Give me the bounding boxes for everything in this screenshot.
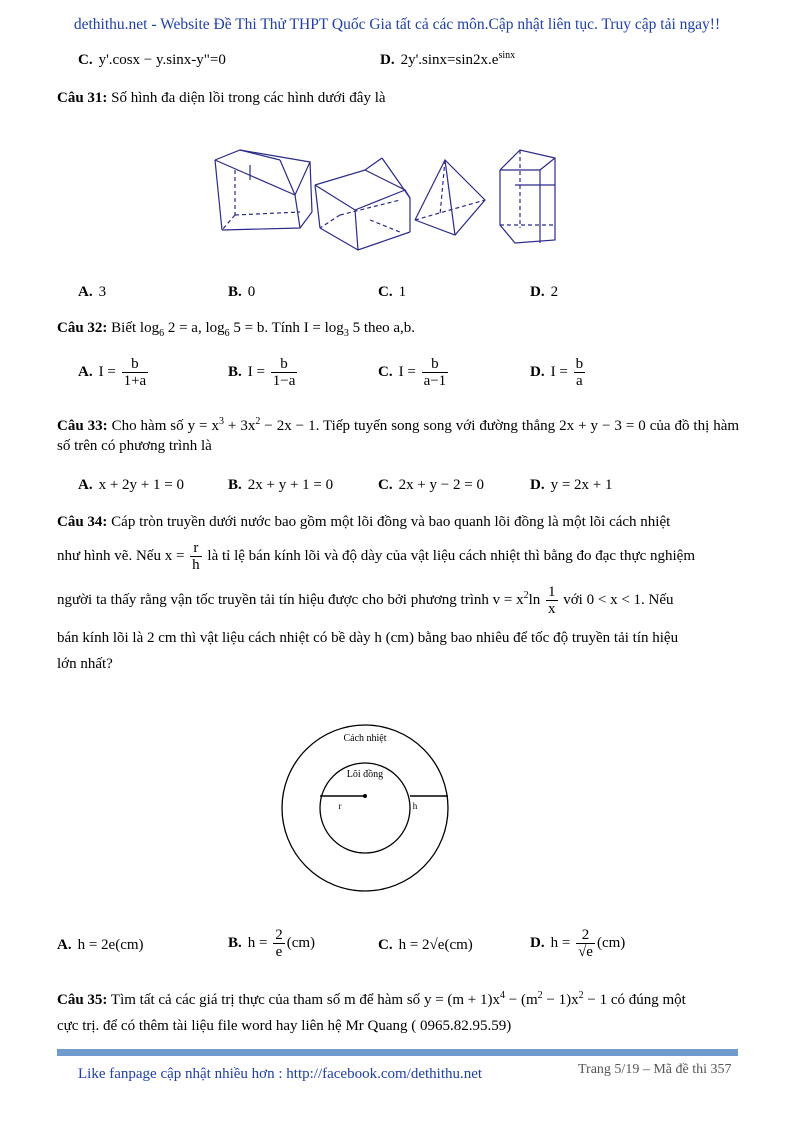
q34-stem-line4: bán kính lõi là 2 cm thì vật liệu cách nhiệt có bề dày h (cm) bằng bao nhiêu để tốc độ truyền tải tín hiệu <box>57 630 679 646</box>
q32-option-d[interactable]: D. I = $\frac{b}{a}$ <box>530 356 584 389</box>
polyhedron-1 <box>215 150 312 230</box>
q33-option-b[interactable]: B. 2x + y + 1 = 0 <box>228 477 334 493</box>
q35-stem-line2: cực trị. để có thêm tài liệu file word hay liên hệ Mr Quang ( 0965.82.95.59) <box>57 1018 512 1034</box>
q34-option-c[interactable]: C. h = 2√e(cm) <box>378 937 473 953</box>
q31-option-a[interactable]: A. 3 <box>78 284 107 300</box>
q32-stem: Câu 32: Biết $\log_6 2 = a$, $\log_6 5 = b$. Tính $I = \log_3 5$ theo a,b. <box>57 320 416 339</box>
q32-option-a[interactable]: A. I = $\frac{b}{1+a}$ <box>78 356 147 389</box>
q32-option-b[interactable]: B. I = $\frac{b}{1-a}$ <box>228 356 296 389</box>
prev-option-d: D. $2y'.\sin x=\sin 2x.e^{sinx}$ <box>380 50 516 68</box>
q33-stem: Câu 33: Cho hàm số $y = x^3 + 3x^2 - 2x - 1$. Tiếp tuyến song song với đường thẳng 2x + y − 3 = 0 của đồ thị hàm số trên có phương trình là <box>57 416 740 454</box>
q33-option-d[interactable]: D. y = 2x + 1 <box>530 477 613 493</box>
q34-option-b[interactable]: B. h = $\frac{2}{e}$ (cm) <box>228 927 316 960</box>
q34-stem-line1: Câu 34: Cáp tròn truyền dưới nước bao gồm một lõi đồng và bao quanh lõi đồng là một lõi cách nhiệt <box>57 514 671 530</box>
thickness-label: h <box>412 801 418 811</box>
copper-core-label: Lõi đồng <box>346 769 384 780</box>
page-header[interactable]: dethithu.net - Website Đề Thi Thử THPT Quốc Gia tất cả các môn.Cập nhật liên tục. Truy cập tải ngay!! <box>73 16 721 33</box>
polyhedron-3 <box>415 160 485 235</box>
q31-option-c[interactable]: C. 1 <box>378 284 407 300</box>
q34-cable-figure <box>280 723 450 893</box>
q34-option-d[interactable]: D. h = $\frac{2}{√e}$ (cm) <box>530 927 626 960</box>
insulation-circle <box>282 725 448 891</box>
q32-option-c[interactable]: C. I = $\frac{b}{a-1}$ <box>378 356 447 389</box>
q34-option-a[interactable]: A. h = 2e(cm) <box>57 937 144 953</box>
footer-divider <box>57 1049 738 1056</box>
q31-option-b[interactable]: B. 0 <box>228 284 256 300</box>
q34-stem-line3: người ta thấy rằng vận tốc truyền tải tín hiệu được cho bởi phương trình $v = x^2\ln$ $\frac{1}{x}$ với 0 < x < 1. Nếu <box>57 584 674 617</box>
q31-option-d[interactable]: D. 2 <box>530 284 559 300</box>
q34-stem-line2: như hình vẽ. Nếu x = $\frac{r}{h}$ là tỉ lệ bán kính lõi và độ dày của vật liệu cách nhiệt thì bằng đo đạc thực nghiệm <box>57 540 695 573</box>
footer-page-info: Trang 5/19 – Mã đề thi 357 <box>578 1062 732 1077</box>
radius-label: r <box>338 801 342 811</box>
q33-option-a[interactable]: A. x + 2y + 1 = 0 <box>78 477 184 493</box>
q31-polyhedra-figure <box>200 140 580 255</box>
q33-option-c[interactable]: C. 2x + y − 2 = 0 <box>378 477 484 493</box>
prev-option-c: C. y'.cosx − y.sinx-y"=0 <box>78 52 226 68</box>
q35-stem-line1: Câu 35: Tìm tất cả các giá trị thực của tham số m để hàm số $y = (m + 1)x^4 - (m^2 - 1)x^2 - 1$ có đúng một <box>57 990 686 1008</box>
insulation-label: Cách nhiệt <box>343 733 387 744</box>
footer-fanpage-link[interactable]: Like fanpage cập nhật nhiều hơn : http://facebook.com/dethithu.net <box>78 1066 483 1082</box>
q34-stem-line5: lớn nhất? <box>57 656 113 672</box>
polyhedron-2 <box>315 158 410 250</box>
polyhedron-4 <box>500 150 555 243</box>
center-point <box>363 794 367 798</box>
q31-stem: Câu 31: Số hình đa diện lồi trong các hình dưới đây là <box>57 90 386 106</box>
